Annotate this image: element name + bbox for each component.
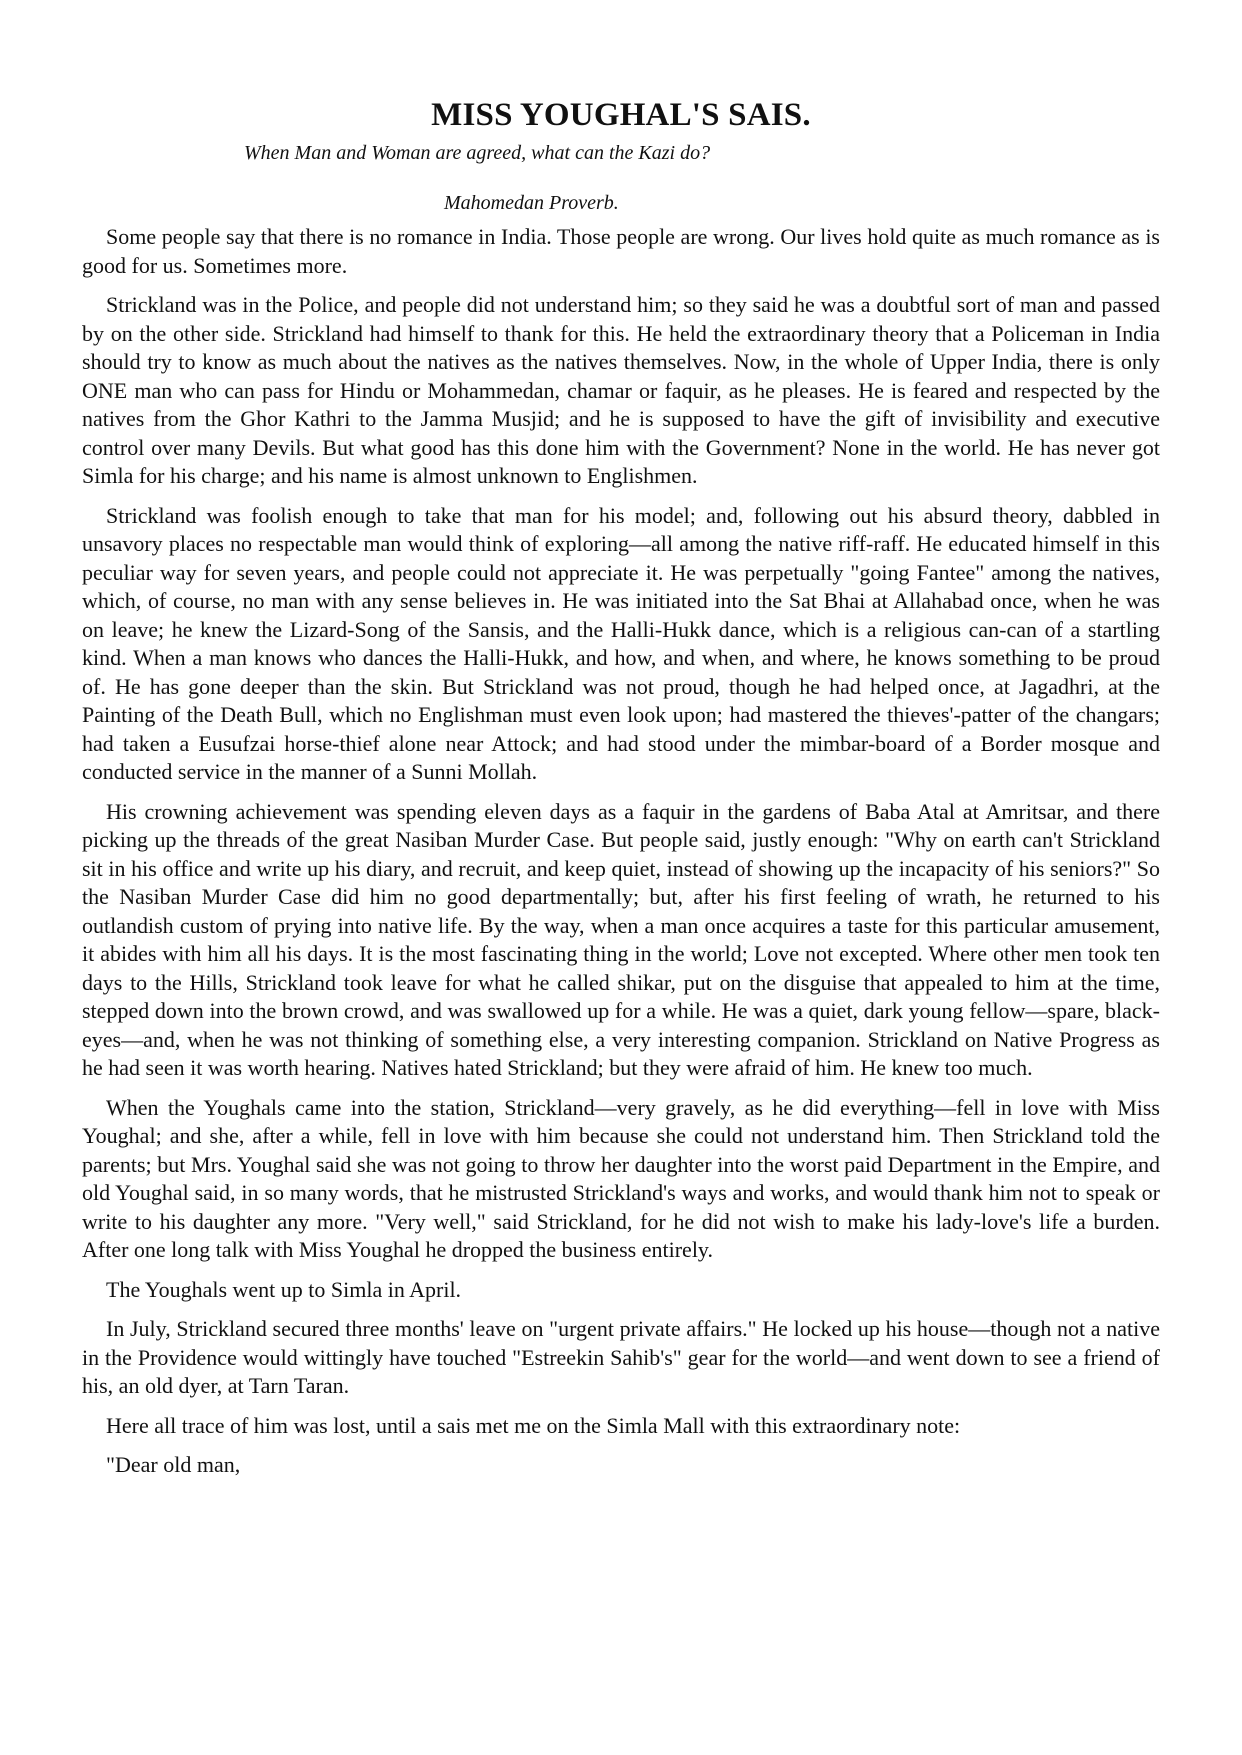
paragraph-5: When the Youghals came into the station, Strickland—very gravely, as he did everything—fell in love with Miss Youghal; and she, after a while, fell in love with him because she could not understand him. Then Strickland told the parents; but Mrs. Youghal said she was not going to throw her daughter into the worst paid Department in the Empire, and old Youghal said, in so many words, that he mistrusted Strickland's ways and works, and would thank him not to speak or write to his daughter any more. "Very well," said Strickland, for he did not wish to make his lady-love's life a burden. After one long talk with Miss Youghal he dropped the business entirely.: [82, 1094, 1160, 1262]
epigraph-quote: When Man and Woman are agreed, what can the Kazi do?: [244, 142, 711, 164]
paragraph-2: Strickland was in the Police, and people did not understand him; so they said he was a doubtful sort of man and passed by on the other side. Strickland had himself to thank for this. He held the extraordinary theory that a Policeman in India should try to know as much about the natives as the natives themselves. Now, in the whole of Upper India, there is only ONE man who can pass for Hindu or Mohammedan, chamar or faquir, as he pleases. He is feared and respected by the natives from the Ghor Kathri to the Jamma Musjid; and he is supposed to have the gift of invisibility and executive control over many Devils. But what good has this done him with the Government? None in the world. He has never got Simla for his charge; and his name is almost unknown to Englishmen.: [82, 292, 1160, 488]
paragraph-9: "Dear old man,: [106, 1452, 241, 1477]
paragraph-4: His crowning achievement was spending eleven days as a faquir in the gardens of Baba Atal at Amritsar, and there picking up the threads of the great Nasiban Murder Case. But people said, justly enough: "Why on earth can't Strickland sit in his office and write up his diary, and recruit, and keep quiet, instead of showing up the incapacity of his seniors?" So the Nasiban Murder Case did him no good departmentally; but, after his first feeling of wrath, he returned to his outlandish custom of prying into native life. By the way, when a man once acquires a taste for this particular amusement, it abides with him all his days. It is the most fascinating thing in the world; Love not excepted. Where other men took ten days to the Hills, Strickland took leave for what he called shikar, put on the disguise that appealed to him at the time, stepped down into the brown crowd, and was swallowed up for a while. He was a quiet, dark young fellow—spare, black-eyes—and, when he was not thinking of something else, a very interesting companion. Strickland on Native Progress as he had seen it was worth hearing. Natives hated Strickland; but they were afraid of him. He knew too much.: [82, 798, 1160, 1080]
document-page: [82, 92, 1160, 1491]
paragraph-8: Here all trace of him was lost, until a sais met me on the Simla Mall with this extraordinary note:: [106, 1412, 961, 1438]
body-text: [82, 223, 1160, 1480]
paragraph-6: The Youghals went up to Simla in April.: [106, 1276, 462, 1302]
paragraph-7: In July, Strickland secured three months' leave on "urgent private affairs." He locked up his house—though not a native in the Providence would wittingly have touched "Estreekin Sahib's" gear for the world—and went down to see a friend of his, an old dyer, at Tarn Taran.: [82, 1316, 1160, 1398]
paragraph-3: Strickland was foolish enough to take that man for his model; and, following out his absurd theory, dabbled in unsavory places no respectable man would think of exploring—all among the native riff-raff. He educated himself in this peculiar way for seven years, and people could not appreciate it. He was perpetually "going Fantee" among the natives, which, of course, no man with any sense believes in. He was initiated into the Sat Bhai at Allahabad once, when he was on leave; he knew the Lizard-Song of the Sansis, and the Halli-Hukk dance, which is a religious can-can of a startling kind. When a man knows who dances the Halli-Hukk, and how, and when, and where, he knows something to be proud of. He has gone deeper than the skin. But Strickland was not proud, though he had helped once, at Jagadhri, at the Painting of the Death Bull, which no Englishman must even look upon; had mastered the thieves'-patter of the changars; had taken a Eusufzai horse-thief alone near Attock; and had stood under the mimbar-board of a Border mosque and conducted service in the manner of a Sunni Mollah.: [82, 502, 1160, 784]
epigraph-source: Mahomedan Proverb.: [444, 192, 619, 214]
paragraph-1: Some people say that there is no romance in India. Those people are wrong. Our lives hold quite as much romance as is good for us. Sometimes more.: [82, 224, 1160, 278]
chapter-title: MISS YOUGHAL'S SAIS.: [431, 97, 811, 133]
